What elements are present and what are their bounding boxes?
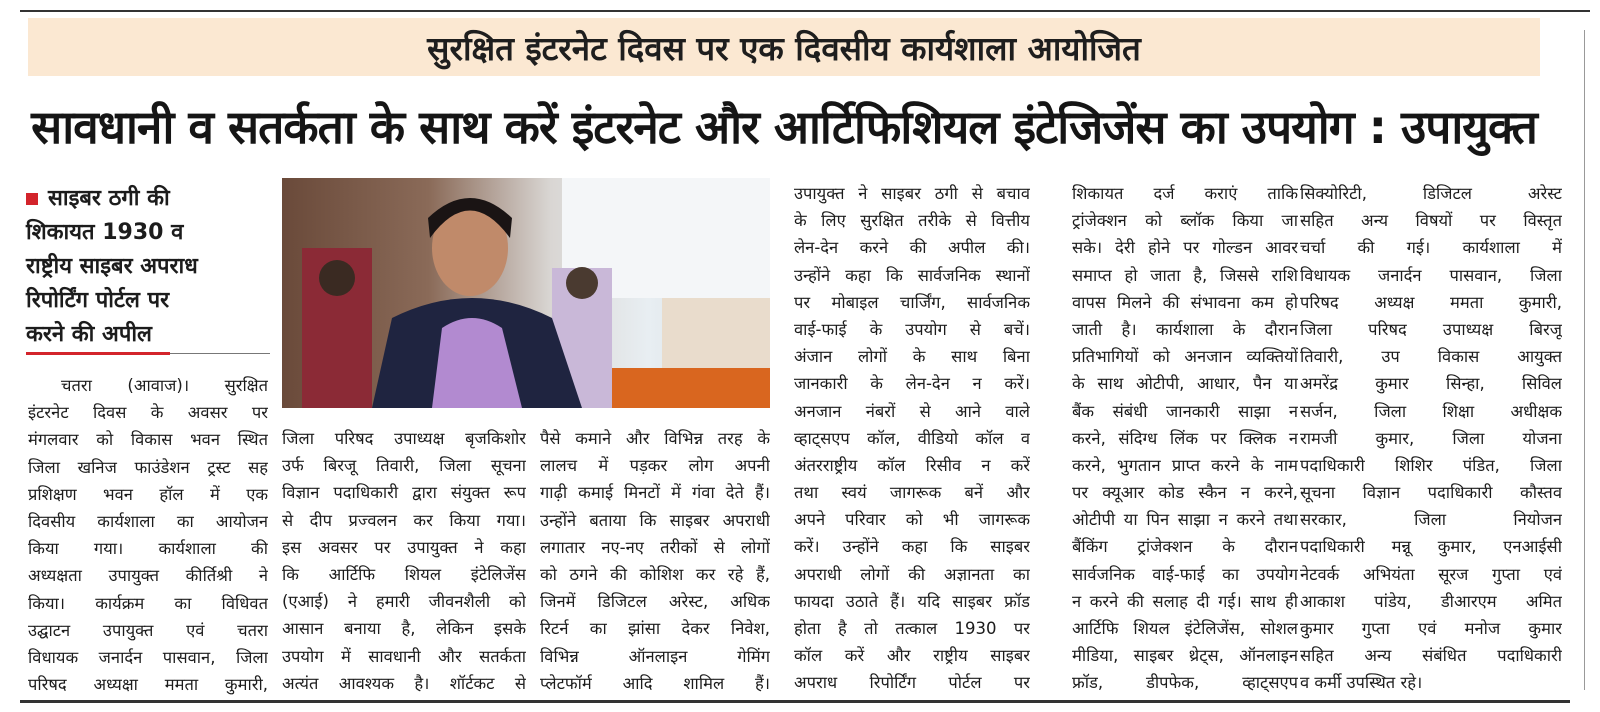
article-line: चतरा (आवाज)। सुरक्षित [61,376,268,395]
article-column-6 [1300,180,1562,697]
article-line: तिवारी, उप विकास आयुक्त [1300,347,1562,367]
article-line: अध्यक्षता उपायुक्त कीर्तिश्री ने [28,566,268,586]
article-line: विज्ञान पदाधिकारी द्वारा संयुक्त रूप [282,483,526,503]
article-line: करने, भुगतान प्राप्त करने के नाम [1072,455,1298,475]
sidebar-highlight [26,182,270,352]
article-line: दिवसीय कार्यशाला का आयोजन [28,511,268,531]
article-line: गाढ़ी कमाई मिनटों में गंवा देते हैं। [540,483,770,503]
article-line: सहित अन्य संबंधित पदाधिकारी [1300,646,1562,666]
article-line: जिनमें डिजिटल अरेस्ट, अधिक [540,592,770,612]
headline: सावधानी व सतर्कता के साथ करें इंटरनेट और आर्टिफिशियल इंटेजिजेंस का उपयोग : उपायुक्त [31,100,1537,154]
article-line: न करने की सलाह दी गई। साथ ही [1072,591,1298,611]
article-line: सर्जन, जिला शिक्षा अधीक्षक [1300,401,1562,421]
article-line: पैसे कमाने और विभिन्न तरह के [540,429,770,448]
article-line: अनजान नंबरों से आने वाले [794,401,1030,421]
article-line: बैंकिंग ट्रांजेक्शन के दौरान [1072,537,1298,557]
article-column-4 [794,180,1030,697]
article-line: (एआई) ने हमारी जीवनशैली को [282,592,526,612]
article-line: विभिन्न ऑनलाइन गेमिंग [540,646,770,666]
article-line: लगातार नए-नए तरीकों से लोगों [540,537,770,557]
article-line: ट्रांजेक्शन को ब्लॉक किया जा [1072,211,1298,231]
article-line: कॉल करें और राष्ट्रीय साइबर [794,646,1030,666]
article-line: सूचना विज्ञान पदाधिकारी कौस्तव [1300,483,1562,503]
article-line: पदाधिकारी शिशिर पंडित, जिला [1300,455,1562,475]
article-column-5 [1072,180,1298,697]
article-line: रिटर्न का झांसा देकर निवेश, [540,619,770,639]
article-line: शिकायत दर्ज कराएं ताकि [1072,184,1298,203]
article-line: किया। कार्यक्रम का विधिवत [28,593,268,613]
article-line: इंटरनेट दिवस के अवसर पर [28,403,268,423]
article-line: प्रतिभागियों को अनजान व्यक्तियों [1072,347,1298,367]
article-line: जिला परिषद उपाध्यक्ष बिरजू [1300,319,1562,339]
article-line: उन्होंने कहा कि सार्वजनिक स्थानों [794,265,1030,285]
article-line: अपराधी लोगों की अज्ञानता का [794,564,1030,584]
article-line: आर्टिफि शियल इंटेलिजेंस, सोशल [1072,619,1298,638]
article-line: सार्वजनिक वाई-फाई का उपयोग [1072,564,1298,584]
article-line: से दीप प्रज्वलन कर किया गया। [282,510,526,530]
article-line: होता है तो तत्काल 1930 पर [794,619,1030,638]
sidebar-gray-rule [170,353,270,354]
article-line: विधायक जनार्दन पासवान, जिला [1300,265,1562,285]
sidebar-line: साइबर ठगी की [48,186,170,211]
article-line: ओटीपी या पिन साझा न करने तथा [1072,510,1298,530]
article-line: के साथ ओटीपी, आधार, पैन या [1072,374,1298,394]
article-line: करें। उन्होंने कहा कि साइबर [794,537,1030,557]
article-line: वाई-फाई के उपयोग से बचें। [794,319,1030,339]
article-line: जिला खनिज फाउंडेशन ट्रस्ट सह [28,457,268,477]
article-line: नेटवर्क अभियंता सूरज गुप्ता एवं [1300,564,1562,584]
article-line: व्हाट्सएप कॉल, वीडियो कॉल व [794,428,1030,448]
sidebar-line: करने की अपील [26,322,152,347]
photo-speaker-at-podium [282,178,770,408]
top-rule [20,10,1590,12]
article-column-2 [282,425,526,697]
article-line: जानकारी के लेन-देन न करें। [794,374,1030,394]
kicker-banner [28,18,1540,76]
article-line: कि आर्टिफि शियल इंटेलिजेंस [282,564,526,584]
sidebar-red-rule [26,352,170,355]
bottom-rule [20,700,1570,703]
article-line: सरकार, जिला नियोजन [1300,510,1562,530]
article-line: प्लेटफॉर्म आदि शामिल हैं। [540,673,770,693]
article-line: फ्रॉड, डीपफेक, व्हाट्सएप [1072,673,1298,693]
article-line: उद्घाटन उपायुक्त एवं चतरा [28,620,268,640]
sidebar-line: रिपोर्टिंग पोर्टल पर [26,288,170,313]
article-line: प्रशिक्षण भवन हॉल में एक [28,484,268,504]
article-line: किया गया। कार्यशाला की [28,539,268,559]
right-rule [1584,30,1585,690]
article-line: सहित अन्य विषयों पर विस्तृत [1300,211,1562,231]
article-line: परिषद अध्यक्ष ममता कुमारी, [1300,292,1562,312]
sidebar-line: शिकायत 1930 व [26,220,184,245]
article-column-3 [540,425,770,697]
article-line: अपने परिवार को भी जागरूक [794,510,1030,530]
article-line: अंजान लोगों के साथ बिना [794,347,1030,367]
article-line: पर मोबाइल चार्जिंग, सार्वजनिक [794,292,1030,312]
article-column-1 [28,372,268,698]
article-line: करने, संदिग्ध लिंक पर क्लिक न [1072,428,1298,448]
article-line: सके। देरी होने पर गोल्डन आवर [1072,238,1298,258]
article-line: आकाश पांडेय, डीआरएम अमित [1300,591,1562,611]
article-line: विधायक जनार्दन पासवान, जिला [28,647,268,667]
news-photo [282,178,770,408]
article-line: उन्होंने बताया कि साइबर अपराधी [540,510,770,530]
article-line: उपायुक्त ने साइबर ठगी से बचाव [794,184,1030,203]
article-line: को ठगने की कोशिश कर रहे हैं, [540,564,770,584]
article-line: वापस मिलने की संभावना कम हो [1072,292,1298,312]
sidebar-line: राष्ट्रीय साइबर अपराध [26,254,198,279]
article-line: अपराध रिपोर्टिंग पोर्टल पर [794,673,1030,693]
article-line: समाप्त हो जाता है, जिससे राशि [1072,265,1298,285]
kicker-text: सुरक्षित इंटरनेट दिवस पर एक दिवसीय कार्यशाला आयोजित [427,28,1141,68]
article-line: पदाधिकारी मन्नू कुमार, एनआईसी [1300,537,1562,557]
article-line: के लिए सुरक्षित तरीके से वित्तीय [794,211,1030,231]
article-line: आसान बनाया है, लेकिन इसके [282,619,526,639]
article-line: तथा स्वयं जागरूक बनें और [794,483,1030,503]
article-line: पर क्यूआर कोड स्कैन न करने, [1072,483,1298,503]
article-line: बैंक संबंधी जानकारी साझा न [1072,401,1298,421]
article-line: फायदा उठाते हैं। यदि साइबर फ्रॉड [794,591,1030,611]
article-line: अमरेंद्र कुमार सिन्हा, सिविल [1300,374,1562,394]
article-line: कुमार गुप्ता एवं मनोज कुमार [1300,619,1562,638]
article-line: व कर्मी उपस्थित रहे। [1300,673,1423,693]
article-line: उपयोग में सावधानी और सतर्कता [282,646,526,666]
article-line: मंगलवार को विकास भवन स्थित [28,430,268,450]
article-line: लालच में पड़कर लोग अपनी [540,456,770,476]
article-line: जिला परिषद उपाध्यक्ष बृजकिशोर [282,429,526,448]
article-line: इस अवसर पर उपायुक्त ने कहा [282,537,526,557]
article-line: अंतरराष्ट्रीय कॉल रिसीव न करें [794,455,1030,475]
article-line: उर्फ बिरजू तिवारी, जिला सूचना [282,456,526,476]
article-line: परिषद अध्यक्षा ममता कुमारी, [28,675,268,695]
article-line: लेन-देन करने की अपील की। [794,238,1030,258]
red-square-bullet-icon [26,193,38,205]
article-line: मीडिया, साइबर थ्रेट्स, ऑनलाइन [1072,646,1298,666]
article-line: चर्चा की गई। कार्यशाला में [1300,238,1562,258]
article-line: सिक्योरिटी, डिजिटल अरेस्ट [1300,184,1562,203]
article-line: अत्यंत आवश्यक है। शॉर्टकट से [282,673,526,693]
article-line: जाती है। कार्यशाला के दौरान [1072,319,1298,339]
article-line: रामजी कुमार, जिला योजना [1300,428,1562,448]
